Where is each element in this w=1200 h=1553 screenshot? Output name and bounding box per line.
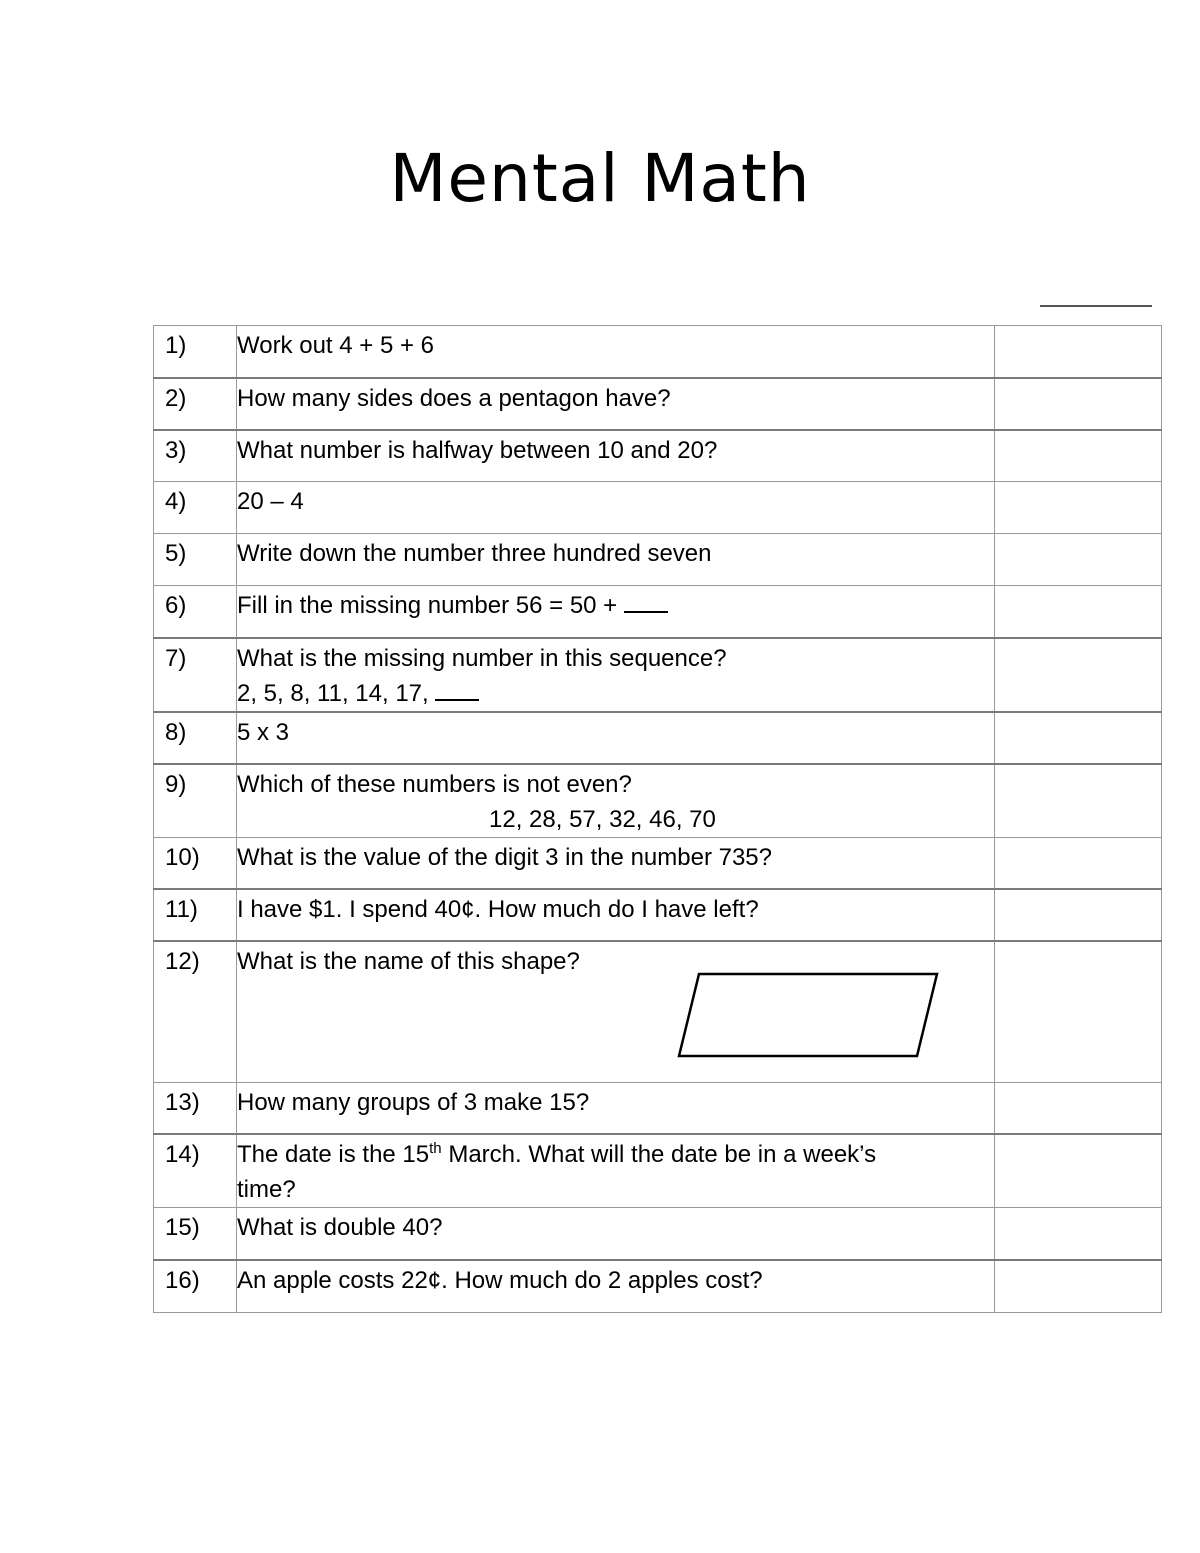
answer-cell[interactable] xyxy=(995,482,1162,534)
question-number: 3) xyxy=(154,430,237,482)
table-row xyxy=(154,482,1162,534)
question-text: What is the missing number in this sequence? xyxy=(237,644,727,672)
question-number: 15) xyxy=(154,1208,237,1260)
parallelogram-shape xyxy=(677,972,939,1058)
table-row xyxy=(154,1260,1162,1313)
question-number: 7) xyxy=(154,638,237,712)
answer-cell[interactable] xyxy=(995,326,1162,378)
answer-cell[interactable] xyxy=(995,1134,1162,1208)
question-text: What number is halfway between 10 and 20? xyxy=(237,430,995,482)
score-line xyxy=(1040,305,1152,307)
table-row xyxy=(154,430,1162,482)
table-row xyxy=(154,837,1162,889)
question-text-line2: time? xyxy=(237,1176,296,1203)
table-row xyxy=(154,534,1162,586)
question-text: Fill in the missing number 56 = 50 + xyxy=(237,592,618,619)
answer-cell[interactable] xyxy=(995,378,1162,430)
answer-cell[interactable] xyxy=(995,430,1162,482)
table-row xyxy=(154,586,1162,638)
question-number: 14) xyxy=(154,1134,237,1208)
answer-blank xyxy=(435,679,479,701)
answer-cell[interactable] xyxy=(995,941,1162,1082)
table-row xyxy=(154,326,1162,378)
question-text: 20 – 4 xyxy=(237,482,995,534)
question-number: 10) xyxy=(154,837,237,889)
table-row xyxy=(154,889,1162,941)
table-row xyxy=(154,1134,1162,1208)
question-text: An apple costs 22¢. How much do 2 apples cost? xyxy=(237,1260,995,1313)
answer-cell[interactable] xyxy=(995,837,1162,889)
question-text: I have $1. I spend 40¢. How much do I have left? xyxy=(237,889,995,941)
question-text: How many sides does a pentagon have? xyxy=(237,378,995,430)
answer-cell[interactable] xyxy=(995,889,1162,941)
question-table xyxy=(153,325,1162,1313)
question-number: 11) xyxy=(154,889,237,941)
question-text: What is the value of the digit 3 in the number 735? xyxy=(237,837,995,889)
table-row xyxy=(154,378,1162,430)
question-number: 2) xyxy=(154,378,237,430)
answer-cell[interactable] xyxy=(995,534,1162,586)
question-number: 5) xyxy=(154,534,237,586)
answer-cell[interactable] xyxy=(995,638,1162,712)
question-number: 6) xyxy=(154,586,237,638)
question-number: 12) xyxy=(154,941,237,1082)
page-title: Mental Math xyxy=(389,140,811,217)
question-text: Which of these numbers is not even? xyxy=(237,770,632,798)
question-text: Write down the number three hundred seven xyxy=(237,534,995,586)
sequence-text: 2, 5, 8, 11, 14, 17, xyxy=(237,679,429,707)
answer-blank xyxy=(624,591,668,613)
table-row xyxy=(154,764,1162,838)
question-number: 4) xyxy=(154,482,237,534)
question-number: 8) xyxy=(154,712,237,764)
question-text: How many groups of 3 make 15? xyxy=(237,1082,995,1134)
number-list: 12, 28, 57, 32, 46, 70 xyxy=(489,805,716,833)
question-text: What is double 40? xyxy=(237,1208,995,1260)
question-text: 5 x 3 xyxy=(237,712,995,764)
table-row xyxy=(154,941,1162,1082)
question-number: 1) xyxy=(154,326,237,378)
question-text: What is the name of this shape? xyxy=(237,948,580,975)
answer-cell[interactable] xyxy=(995,1260,1162,1313)
table-row xyxy=(154,1082,1162,1134)
question-number: 16) xyxy=(154,1260,237,1313)
table-row xyxy=(154,638,1162,712)
answer-cell[interactable] xyxy=(995,586,1162,638)
answer-cell[interactable] xyxy=(995,1208,1162,1260)
question-text: The date is the 15 xyxy=(237,1141,430,1168)
question-number: 9) xyxy=(154,764,237,838)
question-number: 13) xyxy=(154,1082,237,1134)
answer-cell[interactable] xyxy=(995,1082,1162,1134)
question-text: Work out 4 + 5 + 6 xyxy=(237,326,995,378)
question-text-cont: March. What will the date be in a week’s xyxy=(441,1141,877,1168)
table-row xyxy=(154,1208,1162,1260)
answer-cell[interactable] xyxy=(995,764,1162,838)
answer-cell[interactable] xyxy=(995,712,1162,764)
table-row xyxy=(154,712,1162,764)
ordinal-suffix: th xyxy=(429,1140,442,1157)
